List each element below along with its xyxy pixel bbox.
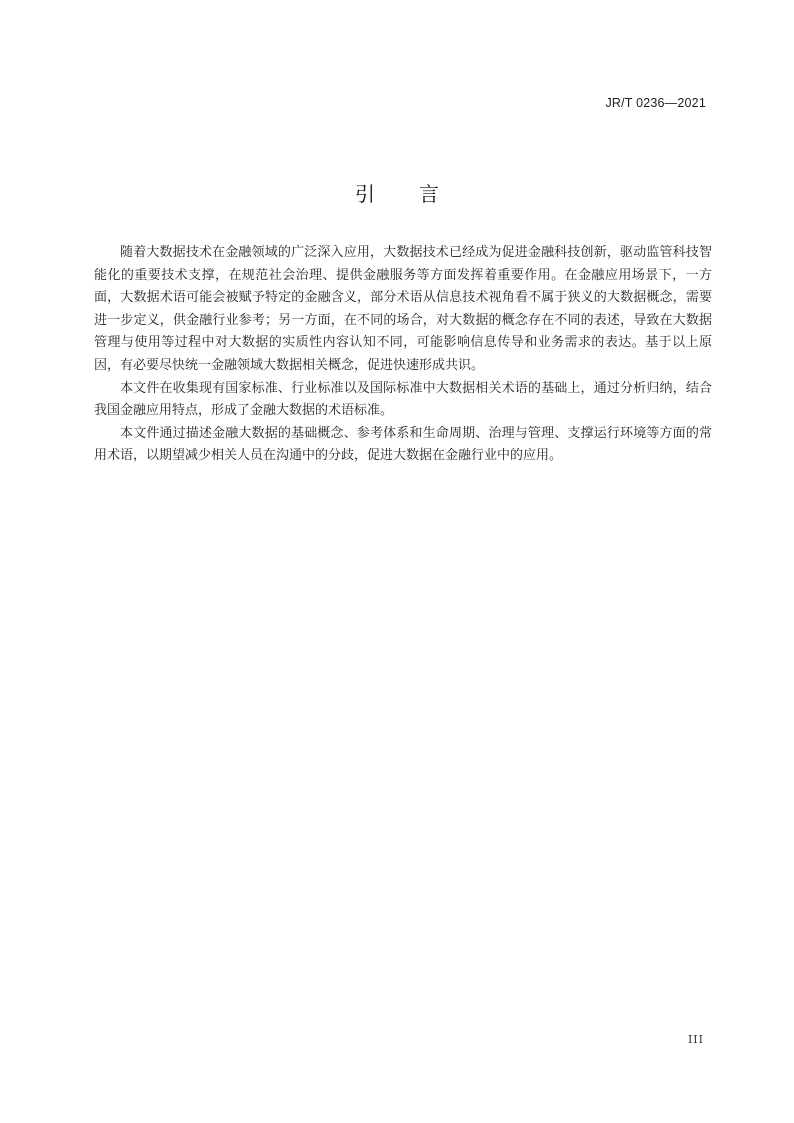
title-char-2: 言 bbox=[419, 182, 439, 206]
paragraph-2: 本文件在收集现有国家标准、行业标准以及国际标准中大数据相关术语的基础上，通过分析归纳，结合我国金融应用特点，形成了金融大数据的术语标准。 bbox=[94, 380, 712, 419]
introduction-body bbox=[94, 242, 712, 468]
page-title bbox=[0, 178, 794, 207]
paragraph-1: 随着大数据技术在金融领域的广泛深入应用，大数据技术已经成为促进金融科技创新，驱动监管科技智能化的重要技术支撑，在规范社会治理、提供金融服务等方面发挥着重要作用。在金融应用场景下，一方面，大数据术语可能会被赋予特定的金融含义，部分术语从信息技术视角看不属于狭义的大数据概念，需要进一步定义，供金融行业参考；另一方面，在不同的场合，对大数据的概念存在不同的表述，导致在大数据管理与使用等过程中对大数据的实质性内容认知不同，可能影响信息传导和业务需求的表达。基于以上原因，有必要尽快统一金融领域大数据相关概念，促进快速形成共识。 bbox=[94, 245, 712, 373]
title-char-1: 引 bbox=[355, 182, 375, 206]
page-number: III bbox=[687, 1033, 704, 1046]
document-code: JR/T 0236—2021 bbox=[605, 96, 706, 110]
paragraph-3: 本文件通过描述金融大数据的基础概念、参考体系和生命周期、治理与管理、支撑运行环境等方面的常用术语，以期望减少相关人员在沟通中的分歧，促进大数据在金融行业中的应用。 bbox=[94, 425, 712, 464]
